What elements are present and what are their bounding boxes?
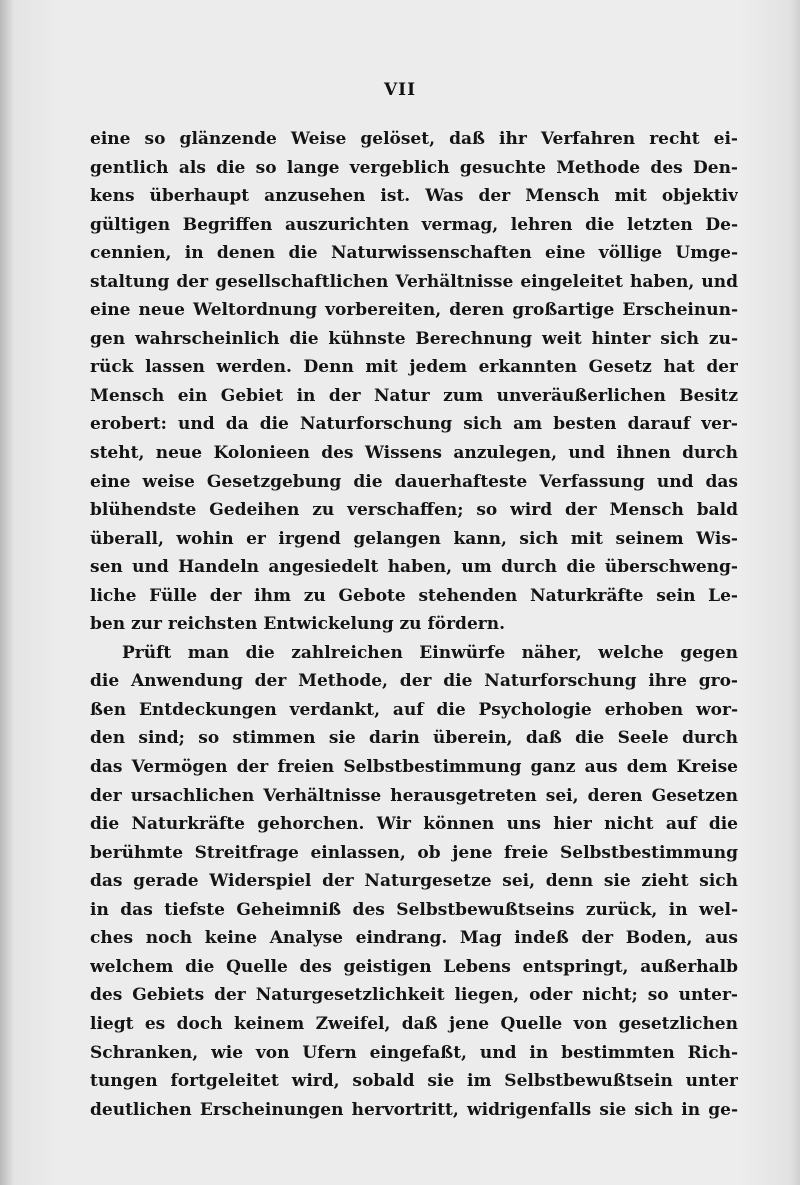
text-line: eine so glänzende Weise gelöset, daß ihr Verfahren recht ei-	[90, 129, 738, 149]
text-line: ben zur reichsten Entwickelung zu fördern.	[90, 614, 505, 635]
text-line: Prüft man die zahlreichen Einwürfe näher, welche gegen	[122, 642, 738, 663]
text-line: welchem die Quelle des geistigen Lebens entspringt, außerhalb	[90, 956, 738, 977]
text-line: eine neue Weltordnung vorbereiten, deren großartige Erscheinun-	[90, 300, 738, 321]
text-line: ßen Entdeckungen verdankt, auf die Psychologie erhoben wor-	[90, 699, 738, 720]
text-line: gen wahrscheinlich die kühnste Berechnung weit hinter sich zu-	[90, 328, 738, 349]
text-line: erobert: und da die Naturforschung sich am besten darauf ver-	[90, 414, 738, 435]
text-line: ches noch keine Analyse eindrang. Mag indeß der Boden, aus	[90, 928, 738, 949]
text-line: deutlichen Erscheinungen hervortritt, widrigenfalls sie sich in ge-	[90, 1099, 738, 1120]
text-line: Mensch ein Gebiet in der Natur zum unveräußerlichen Besitz	[90, 385, 738, 406]
text-line: in das tiefste Geheimniß des Selbstbewußtseins zurück, in wel-	[90, 899, 738, 920]
text-line: des Gebiets der Naturgesetzlichkeit liegen, oder nicht; so unter-	[90, 985, 738, 1006]
text-line: rück lassen werden. Denn mit jedem erkannten Gesetz hat der	[90, 357, 738, 378]
text-line: liegt es doch keinem Zweifel, daß jene Quelle von gesetzlichen	[90, 1013, 738, 1034]
text-line: den sind; so stimmen sie darin überein, daß die Seele durch	[90, 728, 738, 749]
text-line: staltung der gesellschaftlichen Verhältnisse eingeleitet haben, und	[90, 271, 738, 292]
text-line: tungen fortgeleitet wird, sobald sie im Selbstbewußtsein unter	[90, 1071, 738, 1092]
text-line: der ursachlichen Verhältnisse herausgetreten sei, deren Gesetzen	[90, 785, 738, 806]
page-number: VII	[383, 80, 417, 100]
text-line: sen und Handeln angesiedelt haben, um durch die überschweng-	[90, 557, 738, 578]
text-line: steht, neue Kolonieen des Wissens anzulegen, und ihnen durch	[90, 443, 738, 464]
text-line: berühmte Streitfrage einlassen, ob jene freie Selbstbestimmung	[90, 842, 738, 863]
text-line: das gerade Widerspiel der Naturgesetze sei, denn sie zieht sich	[90, 871, 738, 892]
body-text	[90, 125, 738, 1124]
text-line: Schranken, wie von Ufern eingefaßt, und in bestimmten Rich-	[90, 1042, 738, 1063]
text-line: gültigen Begriffen auszurichten vermag, lehren die letzten De-	[90, 214, 738, 235]
text-line: liche Fülle der ihm zu Gebote stehenden Naturkräfte sein Le-	[90, 585, 738, 606]
text-line: blühendste Gedeihen zu verschaffen; so wird der Mensch bald	[90, 500, 738, 521]
text-line: cennien, in denen die Naturwissenschaften eine völlige Umge-	[90, 243, 738, 264]
text-line: überall, wohin er irgend gelangen kann, sich mit seinem Wis-	[90, 528, 738, 549]
text-line: kens überhaupt anzusehen ist. Was der Mensch mit objektiv	[90, 186, 738, 207]
text-line: das Vermögen der freien Selbstbestimmung ganz aus dem Kreise	[90, 757, 738, 778]
text-line: eine weise Gesetzgebung die dauerhafteste Verfassung und das	[90, 471, 738, 492]
text-line: gentlich als die so lange vergeblich gesuchte Methode des Den-	[90, 157, 738, 178]
text-line: die Naturkräfte gehorchen. Wir können uns hier nicht auf die	[90, 814, 738, 835]
text-line: die Anwendung der Methode, der die Naturforschung ihre gro-	[90, 671, 738, 692]
